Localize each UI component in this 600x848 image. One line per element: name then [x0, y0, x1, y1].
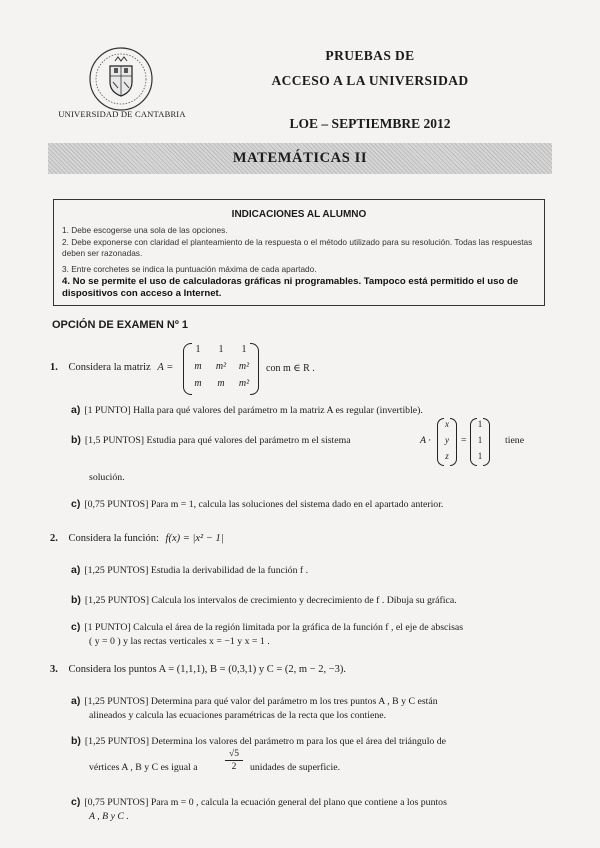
- instruction-item: 2. Debe exponerse con claridad el planteamiento de la respuesta o el método utilizado para su resolución. Todas las respuestas deben ser razonadas.: [62, 237, 533, 258]
- q1-part-b-line2: solución.: [89, 472, 125, 483]
- q3-part-b: b) [1,25 PUNTOS] Determina los valores del parámetro m para los que el área del triángulo de: [71, 735, 447, 747]
- instructions-title: INDICACIONES AL ALUMNO: [231, 209, 367, 220]
- q3-part-c: c) [0,75 PUNTOS] Para m = 0 , calcula la ecuación general del plano que contiene a los puntos: [71, 796, 447, 808]
- q3-part-a: a) [1,25 PUNTOS] Determina para qué valor del parámetro m los tres puntos A , B y C están: [71, 695, 438, 707]
- q3-part-a-line2: alineados y calcula las ecuaciones paramétricas de la recta que los contiene.: [89, 710, 387, 721]
- q1-domain: con m ∈ R .: [266, 363, 315, 374]
- area-fraction: √5 2: [225, 748, 243, 773]
- instruction-item: 3. Entre corchetes se indica la puntuación máxima de cada apartado.: [62, 264, 317, 274]
- q2-part-b: b) [1,25 PUNTOS] Calcula los intervalos de crecimiento y decrecimiento de f . Dibuja su gráfica.: [71, 594, 457, 606]
- q3-part-b-line2: vértices A , B y C es igual a: [89, 762, 198, 773]
- instruction-item: 1. Debe escogerse una sola de las opciones.: [62, 225, 228, 235]
- header-line-1: PRUEBAS DE: [325, 48, 415, 63]
- q1-part-b: b) [1,5 PUNTOS] Estudia para qué valores del parámetro m el sistema: [71, 434, 351, 446]
- q1-number: 1.: [50, 362, 58, 373]
- q3-part-c-line2: A , B y C .: [89, 811, 129, 822]
- matrix-a: 1 1 1 m m² m² m m m²: [183, 343, 259, 395]
- option-title: OPCIÓN DE EXAMEN Nº 1: [52, 319, 189, 331]
- q1-intro: 1. Considera la matriz A =: [50, 362, 174, 373]
- q3-part-b-tail: unidades de superficie.: [250, 762, 341, 773]
- q1-part-c: c) [0,75 PUNTOS] Para m = 1, calcula las soluciones del sistema dado en el apartado anterior.: [71, 498, 444, 510]
- q2-part-c: c) [1 PUNTO] Calcula el área de la región limitada por la gráfica de la función f , el eje de abscisas: [71, 621, 464, 633]
- q2-part-c-line2: ( y = 0 ) y las rectas verticales x = −1 y x = 1 .: [89, 636, 270, 647]
- instruction-item: 4. No se permite el uso de calculadoras gráficas ni programables. Tampoco está permitido el uso de dispositivos con acceso a Internet.: [62, 276, 519, 299]
- q1-part-b-tail: tiene: [505, 435, 525, 446]
- q2-intro: 2. Considera la función: f(x) = |x² − 1|: [50, 533, 224, 544]
- q1-system-lhs: A ·: [420, 435, 431, 446]
- vector-ones: 1 1 1: [470, 418, 490, 466]
- university-name: UNIVERSIDAD DE CANTABRIA: [58, 109, 186, 119]
- q3-intro: 3. Considera los puntos A = (1,1,1), B = (0,3,1) y C = (2, m − 2, −3).: [50, 664, 347, 675]
- q1-system-equals: =: [461, 435, 467, 446]
- vector-xyz: x y z: [437, 418, 457, 466]
- header-line-2: ACCESO A LA UNIVERSIDAD: [271, 73, 469, 88]
- q2-part-a: a) [1,25 PUNTOS] Estudia la derivabilidad de la función f .: [71, 564, 309, 576]
- subject-title: MATEMÁTICAS II: [232, 150, 368, 166]
- exam-session: LOE – SEPTIEMBRE 2012: [289, 116, 451, 131]
- q1-part-a: a) [1 PUNTO] Halla para qué valores del parámetro m la matriz A es regular (invertible).: [71, 404, 423, 416]
- university-seal-icon: [88, 46, 154, 112]
